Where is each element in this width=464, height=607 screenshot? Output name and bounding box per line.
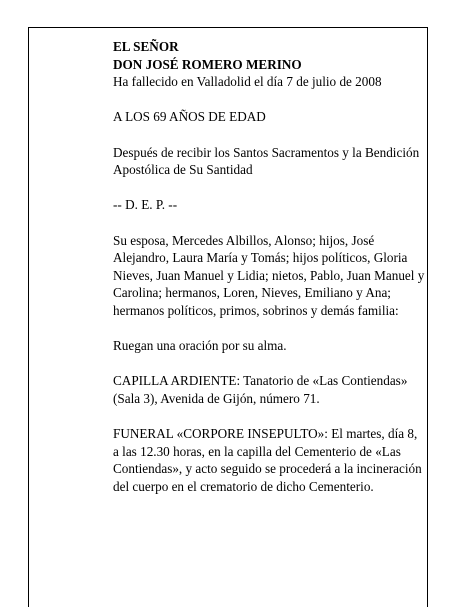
obituary-notice	[113, 38, 425, 513]
notice-death-info: Ha fallecido en Valladolid el día 7 de julio de 2008	[113, 74, 382, 90]
notice-sacraments: Después de recibir los Santos Sacramentos y la Bendición Apostólica de Su Santidad	[113, 144, 420, 178]
notice-chapel: CAPILLA ARDIENTE: Tanatorio de «Las Contiendas» (Sala 3), Avenida de Gijón, número 71.	[113, 373, 408, 406]
notice-title-name: DON JOSÉ ROMERO MERINO	[113, 56, 302, 72]
notice-prayer: Ruegan una oración por su alma.	[113, 338, 287, 354]
notice-family: Su esposa, Mercedes Albillos, Alonso; hijos, José Alejandro, Laura María y Tomás; hijos políticos, Gloria Nieves, Juan Manuel y Lidia; nietos, Pablo, Juan Manuel y Carolina; hermanos, Loren, Nieves, Emiliano y Ana; hermanos políticos, primos, sobrinos y demás familia:	[113, 232, 425, 318]
notice-funeral: FUNERAL «CORPORE INSEPULTO»: El martes, día 8, a las 12.30 horas, en la capilla del Cementerio de «Las Contiendas», y acto seguido se procederá a la incineración del cuerpo en el crematorio de dicho Cementerio.	[113, 426, 422, 494]
notice-title-line1: EL SEÑOR	[113, 39, 179, 54]
notice-rip: -- D. E. P. --	[113, 197, 178, 213]
notice-age: A LOS 69 AÑOS DE EDAD	[113, 109, 266, 125]
